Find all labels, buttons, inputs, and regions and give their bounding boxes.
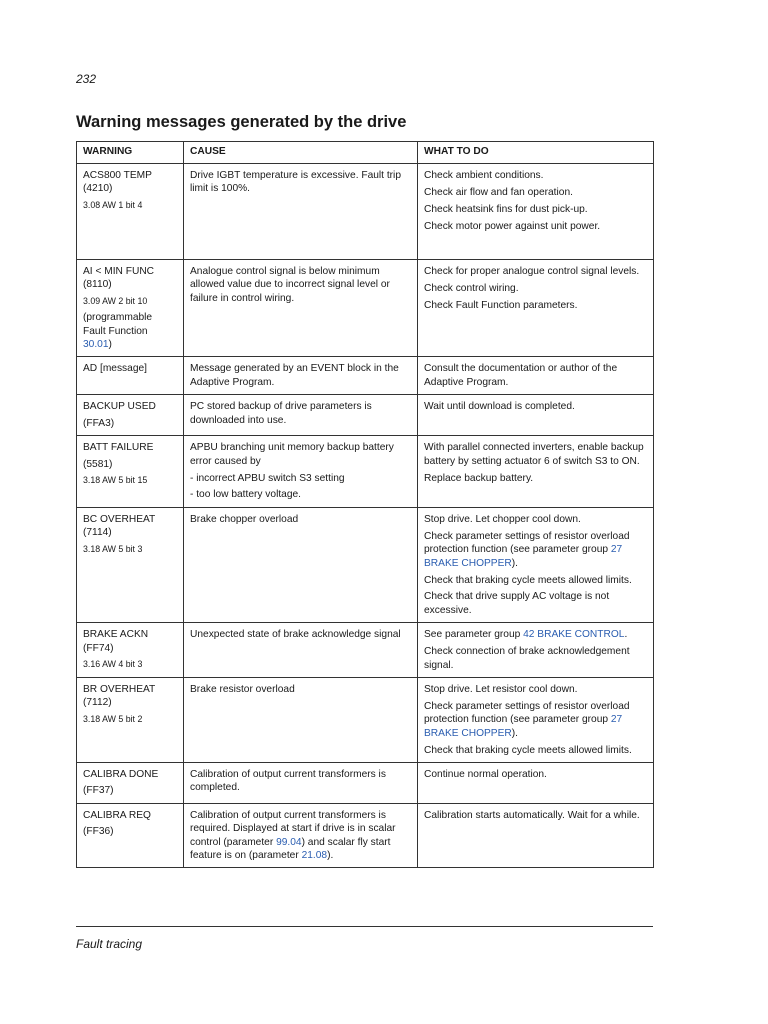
todo-cell (418, 357, 654, 395)
header-cause: CAUSE (184, 142, 418, 164)
footer-divider (76, 926, 653, 927)
page-number: 232 (76, 72, 97, 86)
warning-table (76, 141, 654, 868)
warning-name: AI < MIN FUNC (83, 266, 155, 277)
cause-text: - too low battery voltage. (190, 489, 301, 501)
header-what-to-do: WHAT TO DO (418, 142, 654, 164)
cause-text: PC stored backup of drive parameters is downloaded into use. (190, 401, 372, 426)
parameter-group-link-27[interactable]: 27 BRAKE CHOPPER (424, 714, 623, 739)
todo-text: Calibration starts automatically. Wait for a while. (424, 809, 640, 821)
warning-cell (77, 762, 184, 803)
warning-cell (77, 507, 184, 622)
cause-text: Calibration of output current transformers is required. Displayed at start if drive is in scalar control (parameter 99.04) and scalar fly start feature is on (parameter 21.08). (190, 809, 396, 861)
parameter-link-30-01[interactable]: 30.01 (83, 339, 109, 351)
warning-cell (77, 623, 184, 678)
warning-name: BACKUP USED (83, 401, 156, 413)
cause-cell (184, 395, 418, 436)
todo-cell (418, 507, 654, 622)
todo-text: Check that drive supply AC voltage is not excessive. (424, 591, 610, 616)
warning-cell (77, 164, 184, 260)
warning-name: AD [message] (83, 363, 147, 375)
todo-text: Check ambient conditions. (424, 170, 544, 181)
todo-text: Check control wiring. (424, 282, 519, 294)
todo-text: Check that braking cycle meets allowed limits. (424, 574, 632, 586)
fault-function-note: (programmable Fault Function 30.01) (83, 312, 153, 351)
todo-cell (418, 803, 654, 868)
cause-text: Brake chopper overload (190, 513, 299, 525)
warning-name: CALIBRA DONE (83, 768, 159, 780)
warning-code: (7112) (83, 697, 112, 709)
cause-text: Analogue control signal is below minimum allowed value due to incorrect signal level or failure in control wiring. (190, 266, 390, 304)
alarm-word-bit: 3.08 AW 1 bit 4 (83, 199, 143, 210)
table-row (77, 357, 654, 395)
warning-code: (FF74) (83, 642, 114, 654)
warning-cell (77, 357, 184, 395)
footer-section-name: Fault tracing (76, 937, 143, 951)
warning-name: BR OVERHEAT (83, 683, 156, 695)
todo-text: With parallel connected inverters, enable backup battery by setting actuator 6 of switch S3 to ON. (424, 442, 644, 467)
todo-text: Check for proper analogue control signal levels. (424, 266, 640, 277)
cause-cell (184, 677, 418, 762)
warning-code: (FF36) (83, 826, 114, 838)
warning-name: ACS800 TEMP (83, 170, 152, 181)
todo-text: Check parameter settings of resistor overload protection function (see parameter group 27 BRAKE CHOPPER). (424, 530, 630, 569)
cause-text: Drive IGBT temperature is excessive. Fault trip limit is 100%. (190, 170, 401, 195)
warning-code: (5581) (83, 458, 113, 470)
cause-text: Calibration of output current transformers is completed. (190, 768, 386, 794)
warning-code: (7114) (83, 527, 112, 539)
cause-cell (184, 507, 418, 622)
todo-text: Consult the documentation or author of the Adaptive Program. (424, 363, 618, 388)
todo-cell (418, 164, 654, 260)
table-row (77, 395, 654, 436)
todo-cell (418, 260, 654, 357)
todo-text: Check air flow and fan operation. (424, 186, 573, 198)
cause-cell (184, 164, 418, 260)
cause-cell (184, 803, 418, 868)
todo-text: Check motor power against unit power. (424, 220, 601, 232)
warning-code: (4210) (83, 183, 113, 195)
todo-text: Check Fault Function parameters. (424, 299, 578, 311)
alarm-word-bit: 3.09 AW 2 bit 10 (83, 295, 148, 306)
warning-code: (8110) (83, 279, 112, 291)
todo-text: Check that braking cycle meets allowed limits. (424, 744, 632, 756)
parameter-link-21-08[interactable]: 21.08 (301, 850, 328, 861)
table-row (77, 436, 654, 508)
todo-text: Stop drive. Let resistor cool down. (424, 683, 578, 695)
warning-cell (77, 677, 184, 762)
table-row (77, 260, 654, 357)
cause-cell (184, 436, 418, 508)
warning-cell (77, 803, 184, 868)
alarm-word-bit: 3.16 AW 4 bit 3 (83, 659, 143, 670)
warning-code: (FFA3) (83, 417, 115, 429)
warning-cell (77, 395, 184, 436)
alarm-word-bit: 3.18 AW 5 bit 2 (83, 713, 143, 724)
todo-cell (418, 623, 654, 678)
cause-text: Brake resistor overload (190, 683, 295, 695)
cause-text: APBU branching unit memory backup battery error caused by (190, 442, 394, 467)
table-row (77, 803, 654, 868)
header-warning: WARNING (77, 142, 184, 164)
todo-cell (418, 677, 654, 762)
cause-text: Message generated by an EVENT block in the Adaptive Program. (190, 363, 399, 388)
section-title: Warning messages generated by the drive (76, 113, 407, 131)
warning-name: CALIBRA REQ (83, 809, 151, 821)
table-header-row (77, 142, 654, 164)
table-row (77, 164, 654, 260)
todo-cell (418, 436, 654, 508)
parameter-group-link-27[interactable]: 27 BRAKE CHOPPER (424, 544, 623, 569)
table-row (77, 623, 654, 678)
todo-cell (418, 395, 654, 436)
cause-text: - incorrect APBU switch S3 setting (190, 472, 345, 484)
cause-cell (184, 260, 418, 357)
warning-name: BC OVERHEAT (83, 513, 156, 525)
warning-code: (FF37) (83, 785, 114, 797)
todo-cell (418, 762, 654, 803)
todo-text: Wait until download is completed. (424, 401, 575, 413)
todo-text: Replace backup battery. (424, 472, 534, 484)
warning-cell (77, 436, 184, 508)
todo-text: See parameter group 42 BRAKE CONTROL. (424, 629, 628, 641)
table-row (77, 677, 654, 762)
todo-text: Check connection of brake acknowledgement signal. (424, 646, 630, 671)
table-row (77, 507, 654, 622)
warning-name: BATT FAILURE (83, 442, 154, 454)
todo-text: Stop drive. Let chopper cool down. (424, 513, 581, 525)
todo-text: Continue normal operation. (424, 768, 547, 780)
alarm-word-bit: 3.18 AW 5 bit 15 (83, 475, 148, 486)
cause-cell (184, 623, 418, 678)
cause-cell (184, 357, 418, 395)
parameter-link-99-04[interactable]: 99.04 (276, 836, 302, 848)
warning-name: BRAKE ACKN (83, 629, 149, 641)
cause-cell (184, 762, 418, 803)
cause-text: Unexpected state of brake acknowledge signal (190, 629, 401, 641)
alarm-word-bit: 3.18 AW 5 bit 3 (83, 543, 143, 554)
todo-text: Check heatsink fins for dust pick-up. (424, 203, 588, 215)
table-row (77, 762, 654, 803)
todo-text: Check parameter settings of resistor overload protection function (see parameter group 27 BRAKE CHOPPER). (424, 700, 630, 739)
parameter-group-link-42[interactable]: 42 BRAKE CONTROL (523, 629, 625, 641)
warning-cell (77, 260, 184, 357)
